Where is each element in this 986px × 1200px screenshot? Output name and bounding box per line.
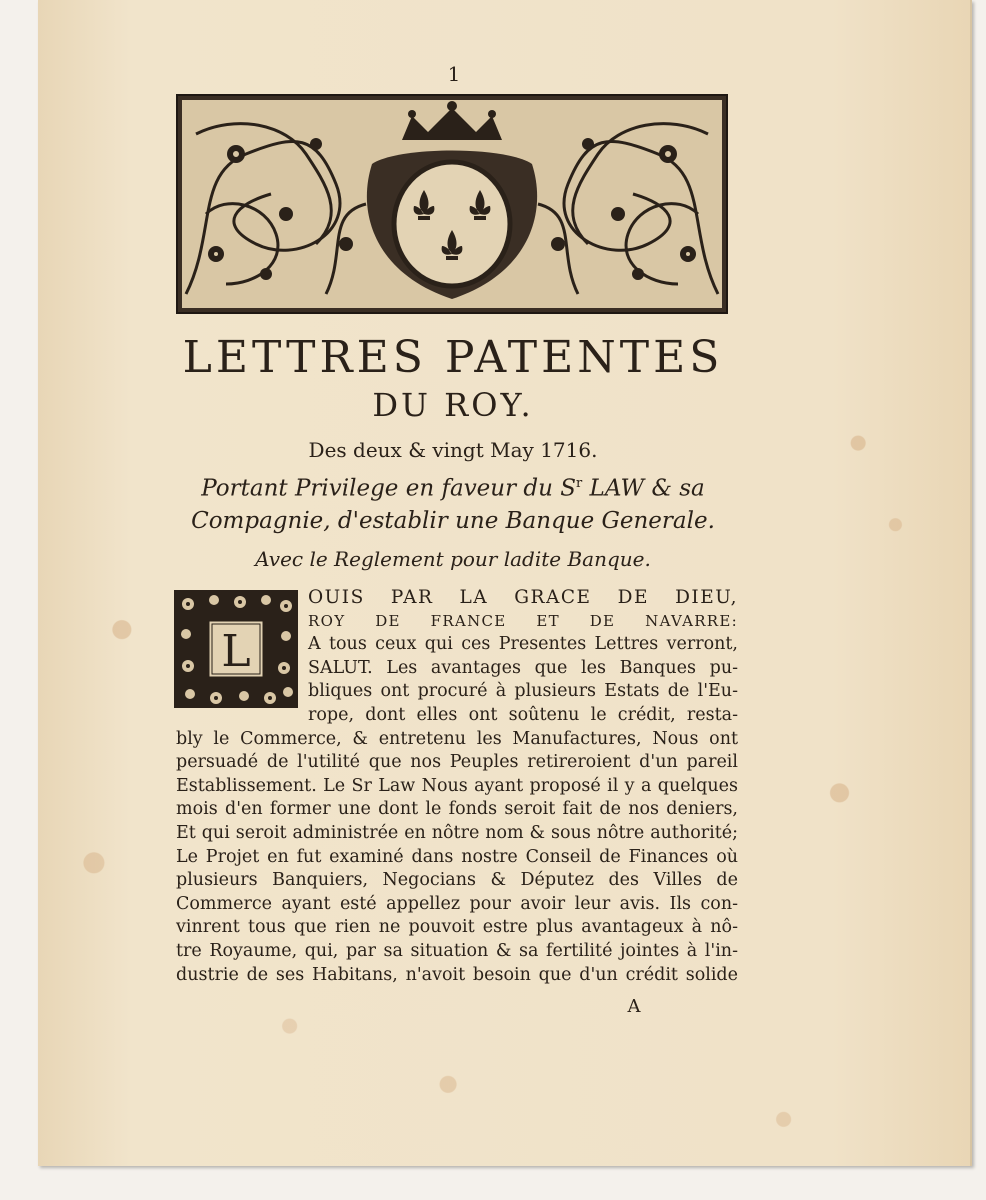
ornamental-headpiece: [176, 94, 728, 314]
page-number: 1: [447, 62, 461, 86]
catchword: A: [627, 996, 641, 1017]
date-line: Des deux & vingt May 1716.: [308, 438, 598, 462]
body-line: bly le Commerce, & entretenu les Manufactures, Nous ont: [176, 728, 738, 749]
initial-letter: L: [221, 626, 251, 677]
body-line: dustrie de ses Habitans, n'avoit besoin que d'un crédit solide: [176, 964, 738, 985]
body-line: Commerce ayant esté appellez pour avoir leur avis. Ils con-: [176, 893, 738, 914]
body-line: vinrent tous que rien ne pouvoit estre plus avantageux à nô-: [176, 917, 738, 938]
subtitle-part-1: Portant Privilege en faveur du S: [201, 475, 577, 502]
body-line: plusieurs Banquiers, Negocians & Députez des Villes de: [176, 870, 738, 891]
body-text: [176, 586, 738, 987]
body-line: rope, dont elles ont soûtenu le crédit, resta-: [308, 704, 738, 725]
subtitle: [168, 468, 738, 537]
body-line: A tous ceux qui ces Presentes Lettres verront,: [308, 634, 738, 655]
body-line: mois d'en former une dont le fonds seroit fait de nos deniers,: [176, 799, 738, 820]
body-line: bliques ont procuré à plusieurs Estats de l'Eu-: [308, 681, 738, 702]
document-title: LETTRES PATENTES: [182, 332, 724, 383]
body-line: Establissement. Le Sr Law Nous ayant proposé il y a quelques: [176, 775, 738, 796]
body-line: Et qui seroit administrée en nôtre nom & sous nôtre authorité;: [176, 822, 738, 843]
document-title-line-2: DU ROY.: [372, 386, 534, 424]
body-line: OUIS PAR LA GRACE DE DIEU,: [308, 587, 738, 608]
subtitle-superscript: r: [576, 476, 583, 491]
subtitle-part-2: LAW & sa Compagnie, d'establir une Banque Generale.: [191, 475, 715, 534]
body-line: Le Projet en fut examiné dans nostre Conseil de Finances où: [176, 846, 738, 867]
reglement-line: Avec le Reglement pour ladite Banque.: [255, 547, 651, 571]
body-line: persuadé de l'utilité que nos Peuples retireroient d'un pareil: [176, 752, 738, 773]
body-line: tre Royaume, qui, par sa situation & sa fertilité jointes à l'in-: [176, 940, 738, 961]
body-line: ROY DE FRANCE ET DE NAVARRE:: [308, 611, 738, 630]
body-line: SALUT. Les avantages que les Banques pu-: [308, 657, 738, 678]
